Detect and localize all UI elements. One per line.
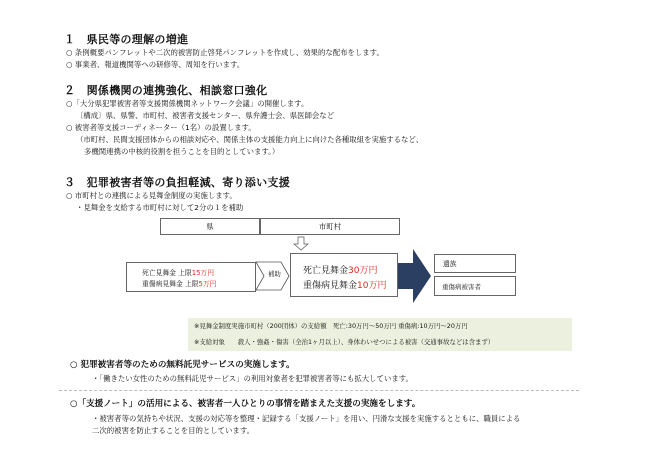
section-3-line-2: ・見舞金を支給する市町村に対して2分の１を補助 (76, 203, 244, 212)
section-2-line-4: （市町村、民間支援団体からの相談対応や、関係主体の支援能力向上に向けた各種取組を実施するなど、 (76, 135, 424, 144)
recipient-bereaved-box (434, 254, 516, 273)
section-2-line-1: ○「大分県犯罪被害者等支援関係機関ネットワーク会議」の開催します。 (66, 99, 309, 108)
section-1-line-2: ○ 事業者、報道機関等への研修等、周知を行います。 (66, 60, 245, 69)
section-2-line-3: ○ 被害者等支援コーディネーター（1名）の設置します。 (66, 123, 256, 132)
pref-death-label: 死亡見舞金 上限 (142, 269, 192, 277)
recipient-bereaved: 遺族 (443, 260, 457, 268)
city-injury-amount: 10万円 (357, 281, 387, 291)
city-death-amount: 30万円 (348, 266, 378, 276)
divider (59, 390, 579, 391)
municipality-payment-box (290, 253, 398, 297)
recipient-injured: 重傷病被害者 (442, 283, 481, 291)
prefecture-label: 県 (206, 221, 214, 231)
support-note-line-1: ・被害者等の気持ちや状況、支援の対応等を整理・記録する「支援ノート」を用い、円滑な支援を実施するとともに、職員による (92, 414, 521, 423)
section-3-line-1: ○ 市町村との連携による見舞金制度の実施します。 (66, 191, 237, 200)
support-note-line-2: 二次的被害を防止することを目的としています。 (92, 426, 255, 435)
section-2-line-2: 〔構成〕県、県警、市町村、被害者支援センター、県弁護士会、県医師会など (76, 111, 335, 120)
municipality-label: 市町村 (318, 221, 342, 231)
note-line-1: ※見舞金制度実施市町村（200団体）の支給額 死亡:30万円〜50万円 重傷病:10万円〜20万円 (194, 322, 468, 330)
section-3-heading: ３ 犯罪被害者等の負担軽減、寄り添い支援 (64, 176, 290, 189)
pref-injury-label: 重傷病見舞金 上限 (142, 280, 199, 288)
down-arrow (294, 237, 308, 250)
pref-injury-amount: 5万円 (198, 280, 217, 288)
note-line-2: ※支給対象 殺人・強姦・傷害（全治1ヶ月以上）、身体わいせつによる被害（交通事故などは含まず） (194, 338, 495, 346)
section-2-line-5: 多機関連携の中核的役割を担うことを目的としています。） (84, 147, 280, 156)
support-note-heading: ○「支援ノート」の活用による、被害者一人ひとりの事情を踏まえた支援の実施をします。 (70, 399, 421, 409)
section-1-line-1: ○ 条例概要パンフレットや二次的被害防止啓発パンフレットを作成し、効果的な配布をします。 (66, 48, 384, 57)
section-2-heading: ２ 関係機関の連携強化、相談窓口強化 (64, 84, 268, 97)
recipient-injured-box (434, 276, 516, 296)
city-death-label: 死亡見舞金 (303, 266, 349, 276)
city-injury-label: 重傷病見舞金 (303, 281, 358, 291)
subsidy-label: 補助 (268, 270, 281, 278)
prefecture-subsidy-box (126, 262, 256, 292)
section-1-heading: １ 県民等の理解の増進 (64, 33, 189, 46)
childcare-line-1: ・「働きたい女性のための無料託児サービス」の利用対象者を犯罪被害者等にも拡大しています。 (92, 374, 413, 383)
childcare-heading: ○ 犯罪被害者等のための無料託児サービスの実施します。 (70, 360, 295, 370)
payout-arrow (398, 249, 431, 303)
pref-death-amount: 15万円 (191, 269, 214, 277)
